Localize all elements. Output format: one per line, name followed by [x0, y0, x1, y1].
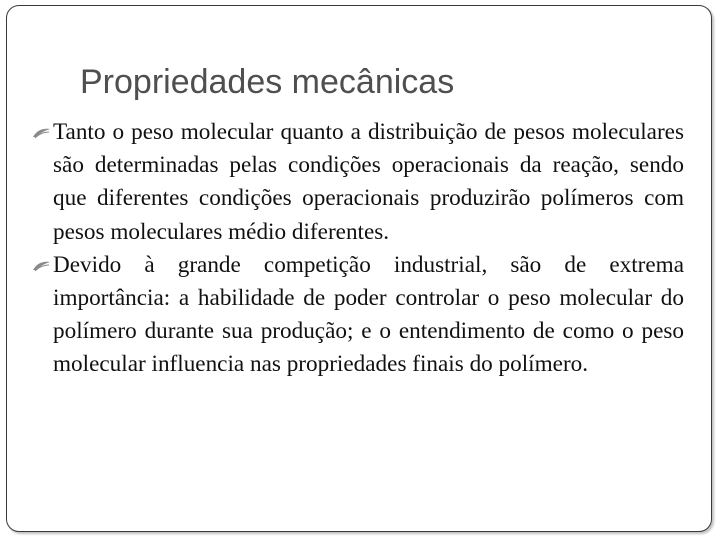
- bullet-item: [32, 116, 684, 249]
- slide-title: Propriedades mecânicas: [80, 63, 455, 101]
- leaf-bullet-icon: [32, 260, 51, 272]
- bullet-text: Tanto o peso molecular quanto a distribuição de pesos moleculares são determinadas pelas condições operacionais da reação, sendo que diferentes condições operacionais produzirão polímeros com pesos moleculares médio diferentes.: [53, 119, 684, 245]
- bullet-text: Devido à grande competição industrial, são de extrema importância: a habilidade de poder controlar o peso molecular do polímero durante sua produção; e o entendimento de como o peso molecular influencia nas propriedades finais do polímero.: [53, 251, 684, 378]
- bullet-item: [32, 249, 684, 382]
- leaf-bullet-icon: [32, 127, 51, 139]
- slide-body: [32, 116, 684, 382]
